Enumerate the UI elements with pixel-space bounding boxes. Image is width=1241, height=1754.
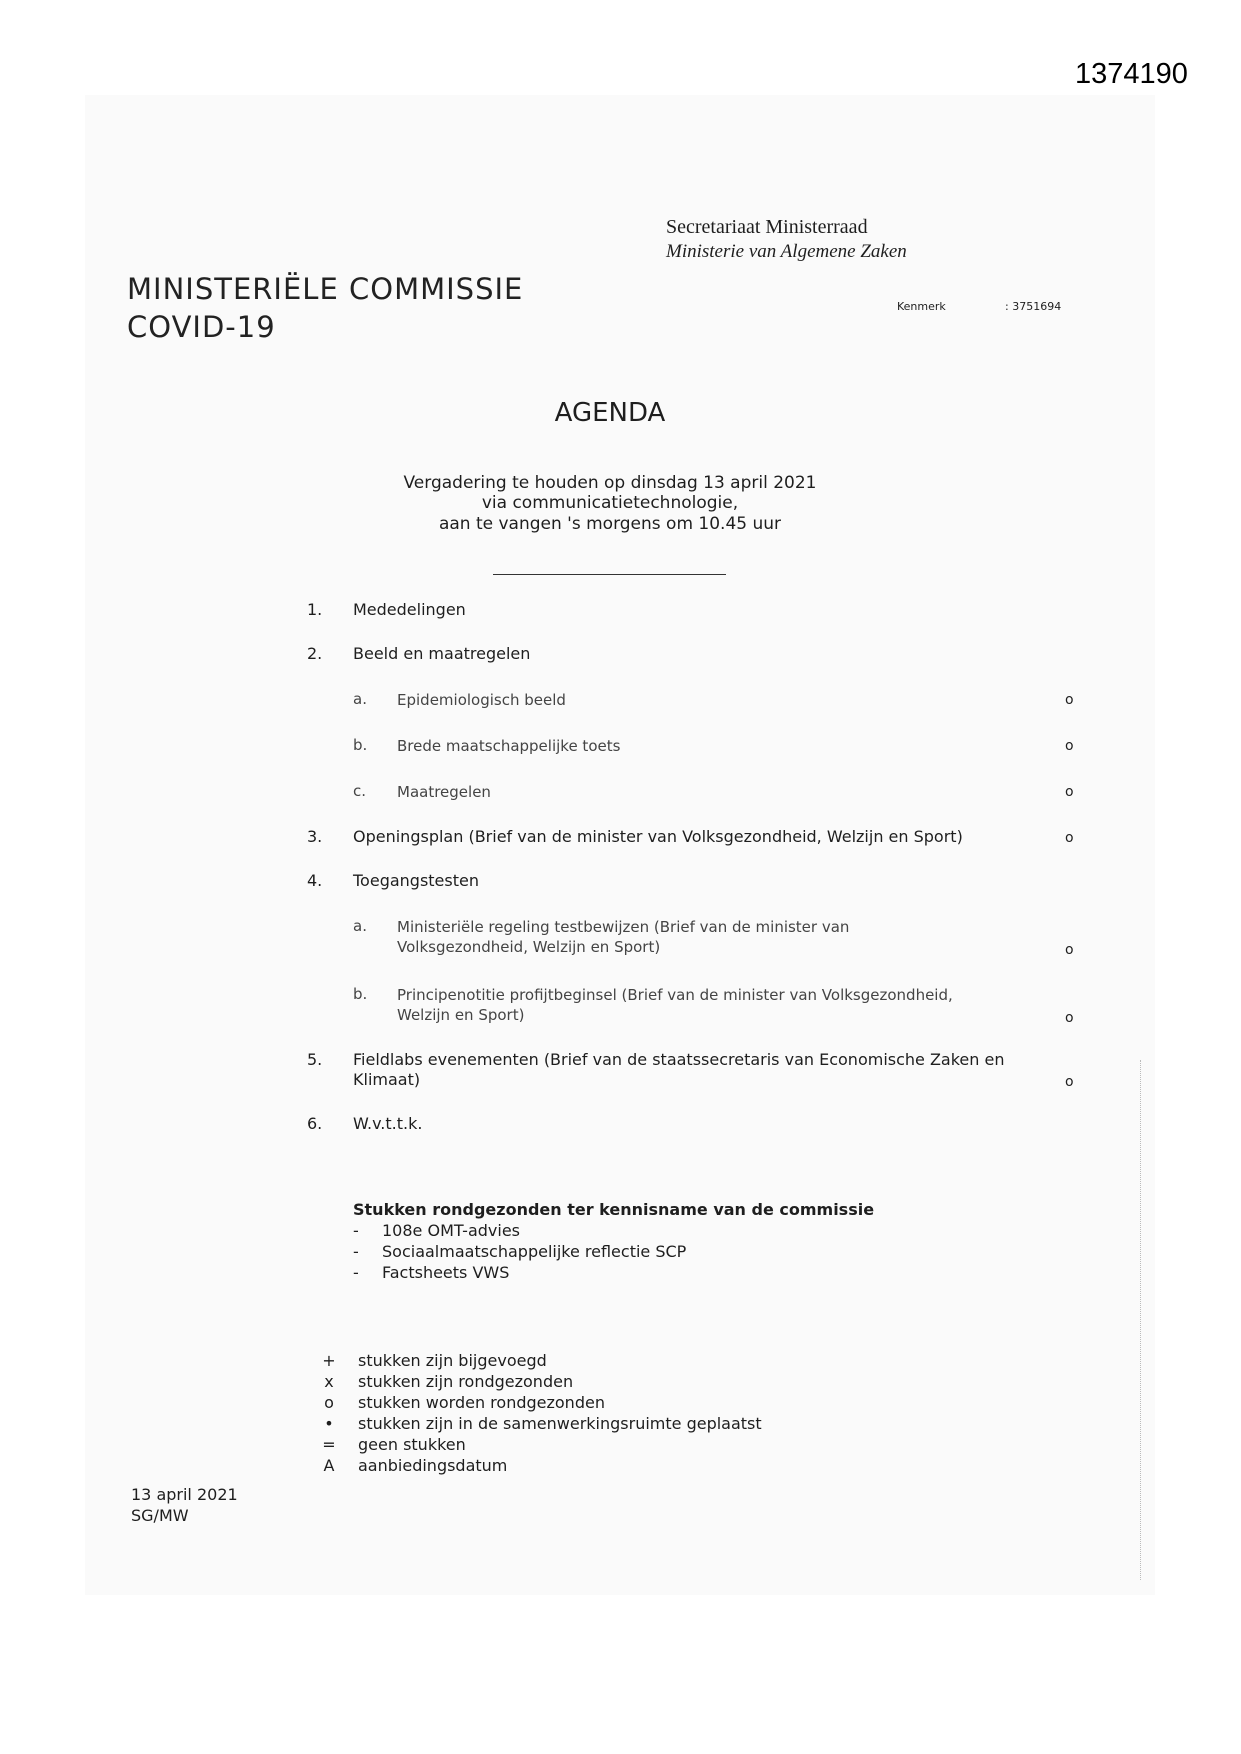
legend-text: stukken worden rondgezonden (358, 1393, 605, 1412)
subitem-text: Epidemiologisch beeld (397, 691, 566, 709)
subitem-text-line2: Welzijn en Sport) (397, 1006, 525, 1024)
circulated-doc: 108e OMT-advies (382, 1221, 520, 1240)
subitem-letter: b. (353, 985, 368, 1003)
status-marker: o (1065, 1074, 1074, 1090)
legend-text: stukken zijn rondgezonden (358, 1372, 574, 1391)
item-number: 3. (307, 827, 323, 846)
legend-symbol: • (324, 1414, 334, 1433)
subitem-letter: b. (353, 736, 368, 754)
subitem-text: Brede maatschappelijke toets (397, 737, 621, 755)
item-number: 6. (307, 1114, 323, 1133)
legend-symbol: o (324, 1393, 334, 1412)
meeting-time-line: aan te vangen 's morgens om 10.45 uur (438, 514, 782, 534)
item-text: Mededelingen (353, 600, 466, 619)
kenmerk-label: Kenmerk (897, 300, 946, 313)
footer-date: 13 april 2021 (131, 1485, 238, 1504)
legend-symbol: + (322, 1351, 336, 1370)
legend-symbol: x (324, 1372, 334, 1391)
footer-reference: SG/MW (131, 1506, 189, 1525)
status-marker: o (1065, 784, 1074, 800)
legend-symbol: A (323, 1456, 335, 1475)
status-marker: o (1065, 942, 1074, 958)
meeting-medium-line: via communicatietechnologie, (481, 493, 739, 513)
status-marker: o (1065, 692, 1074, 708)
bullet-dash: - (353, 1221, 359, 1240)
scan-edge-line (1140, 1060, 1141, 1580)
item-text: Openingsplan (Brief van de minister van Volksgezondheid, Welzijn en Sport) (353, 827, 963, 846)
circulated-doc: Sociaalmaatschappelijke reflectie SCP (382, 1242, 687, 1261)
bullet-dash: - (353, 1242, 359, 1261)
subitem-text-line2: Volksgezondheid, Welzijn en Sport) (397, 938, 661, 956)
circulated-doc: Factsheets VWS (382, 1263, 510, 1282)
legend-text: stukken zijn bijgevoegd (358, 1351, 547, 1370)
agenda-title: AGENDA (554, 398, 666, 428)
item-number: 2. (307, 644, 323, 663)
separator-rule (493, 574, 726, 575)
subitem-letter: c. (353, 782, 367, 800)
item-text-line2: Klimaat) (353, 1070, 421, 1089)
circulated-heading: Stukken rondgezonden ter kennisname van de commissie (353, 1200, 875, 1219)
item-number: 4. (307, 871, 323, 890)
item-number: 1. (307, 600, 323, 619)
subitem-text-line1: Ministeriële regeling testbewijzen (Brief van de minister van (397, 918, 850, 936)
item-text-line1: Fieldlabs evenementen (Brief van de staatssecretaris van Economische Zaken en (353, 1050, 1005, 1069)
kenmerk-value: : 3751694 (1005, 300, 1062, 313)
legend-text: stukken zijn in de samenwerkingsruimte geplaatst (358, 1414, 762, 1433)
legend-text: aanbiedingsdatum (358, 1456, 508, 1475)
status-marker: o (1065, 738, 1074, 754)
secretariat-name: Secretariaat Ministerraad (666, 216, 868, 238)
bullet-dash: - (353, 1263, 359, 1282)
subitem-text-line1: Principenotitie profijtbeginsel (Brief van de minister van Volksgezondheid, (397, 986, 953, 1004)
legend-symbol: = (322, 1435, 336, 1454)
item-text: Beeld en maatregelen (353, 644, 531, 663)
meeting-date-line: Vergadering te houden op dinsdag 13 april 2021 (403, 473, 817, 493)
subitem-letter: a. (353, 917, 367, 935)
subitem-letter: a. (353, 690, 367, 708)
document-number: 1374190 (1075, 58, 1188, 90)
commission-title-line1: MINISTERIËLE COMMISSIE (127, 272, 524, 306)
ministry-name: Ministerie van Algemene Zaken (666, 241, 907, 262)
item-text: Toegangstesten (353, 871, 479, 890)
legend-text: geen stukken (358, 1435, 466, 1454)
commission-title-line2: COVID-19 (127, 310, 276, 344)
item-number: 5. (307, 1050, 323, 1069)
subitem-text: Maatregelen (397, 783, 491, 801)
item-text: W.v.t.t.k. (353, 1114, 423, 1133)
status-marker: o (1065, 1010, 1074, 1026)
status-marker: o (1065, 830, 1074, 846)
